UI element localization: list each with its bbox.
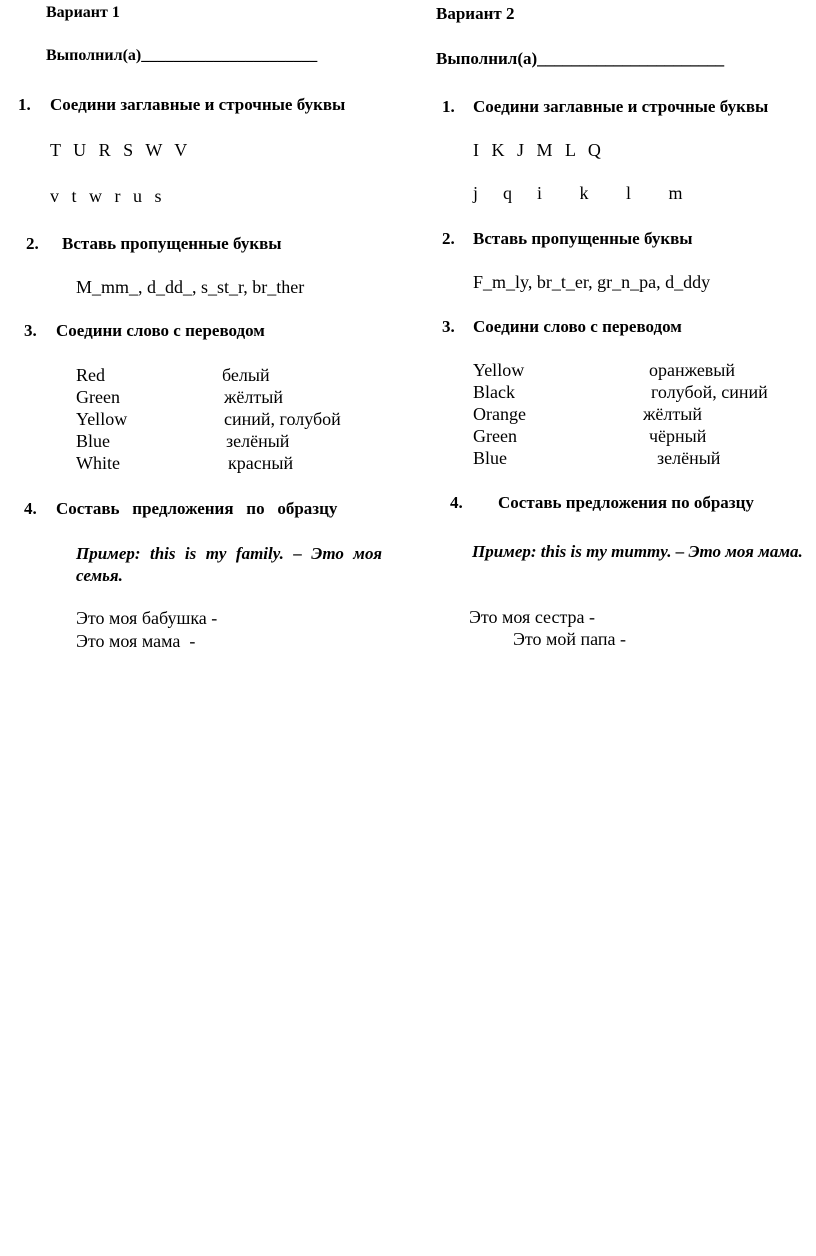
v2-pair-en: Black <box>473 382 515 402</box>
v2-task2-title: Вставь пропущенные буквы <box>473 229 693 248</box>
v2-task4-example: Пример: this is my mummy. – Это моя мама. <box>472 542 803 561</box>
v1-task4-example: Пример: this is my family. – Это моя семья. <box>76 544 382 585</box>
v2-pair-en: Blue <box>473 448 507 468</box>
v1-task3-number: 3. <box>24 321 37 340</box>
variant1-title: Вариант 1 <box>46 4 120 21</box>
v2-task1-lowercase: j q i k l m <box>473 183 683 203</box>
v2-pair-ru: чёрный <box>649 426 707 446</box>
v1-task2-number: 2. <box>26 234 39 253</box>
v1-task4-line: Это моя бабушка - <box>76 608 218 628</box>
v2-task4-line: Это моя сестра - <box>469 607 596 627</box>
v1-task1-lowercase: v t w r u s <box>50 186 162 206</box>
v1-task3-title: Соедини слово с переводом <box>56 321 265 340</box>
v1-pair-ru: синий, голубой <box>224 409 341 429</box>
v2-task4-number: 4. <box>450 493 463 512</box>
v1-pair-ru: красный <box>228 453 294 473</box>
v2-task2-number: 2. <box>442 229 455 248</box>
v2-pair-ru: зелёный <box>657 448 721 468</box>
v1-task1-number: 1. <box>18 95 31 114</box>
v1-pair-en: Red <box>76 365 105 385</box>
v2-pair-ru: жёлтый <box>643 404 703 424</box>
v2-task3-title: Соедини слово с переводом <box>473 317 682 336</box>
v1-task4-number: 4. <box>24 499 37 518</box>
v1-pair-en: Green <box>76 387 120 407</box>
v1-task4-title: Составь предложения по образцу <box>56 499 338 518</box>
v2-pair-en: Orange <box>473 404 526 424</box>
variant2-title: Вариант 2 <box>436 4 515 23</box>
v1-pair-en: White <box>76 453 120 473</box>
v1-pair-en: Yellow <box>76 409 128 429</box>
v2-task1-uppercase: I K J M L Q <box>473 140 601 160</box>
v1-task2-title: Вставь пропущенные буквы <box>62 234 282 253</box>
v1-task2-words: M_mm_, d_dd_, s_st_r, br_ther <box>76 277 305 297</box>
v2-task3-number: 3. <box>442 317 455 336</box>
v2-pair-ru: голубой, синий <box>651 382 768 402</box>
v1-pair-ru: жёлтый <box>224 387 284 407</box>
v1-pair-en: Blue <box>76 431 110 451</box>
v1-pair-ru: белый <box>222 365 270 385</box>
v1-task1-uppercase: T U R S W V <box>50 140 188 160</box>
v1-pair-ru: зелёный <box>226 431 290 451</box>
v2-task2-words: F_m_ly, br_t_er, gr_n_pa, d_ddy <box>473 272 711 292</box>
v2-pair-ru: оранжевый <box>649 360 736 380</box>
v2-pair-en: Green <box>473 426 517 446</box>
v2-task1-title: Соедини заглавные и строчные буквы <box>473 97 769 116</box>
variant1-author-line: Выполнил(а)______________________ <box>46 47 318 64</box>
v2-task1-number: 1. <box>442 97 455 116</box>
variant2-author-line: Выполнил(а)______________________ <box>436 49 725 68</box>
v1-task4-line: Это моя мама - <box>76 631 196 651</box>
v1-task1-title: Соедини заглавные и строчные буквы <box>50 95 346 114</box>
v2-pair-en: Yellow <box>473 360 525 380</box>
v2-task4-title: Составь предложения по образцу <box>498 493 754 512</box>
v2-task4-line: Это мой папа - <box>513 629 627 649</box>
